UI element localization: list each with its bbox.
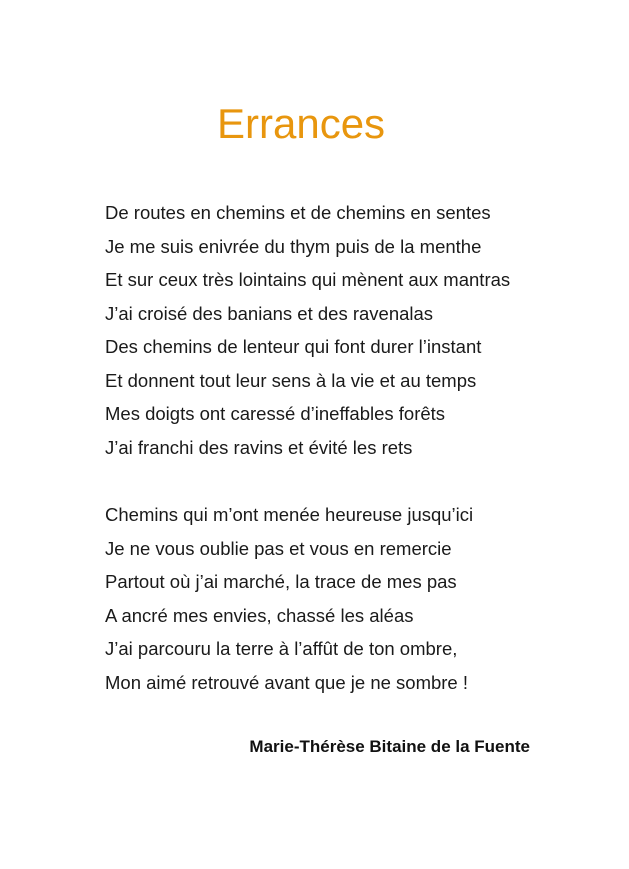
verse-line: Des chemins de lenteur qui font durer l’instant (105, 336, 482, 357)
verse-line: Je ne vous oublie pas et vous en remercie (105, 537, 452, 559)
verse-line: J’ai parcouru la terre à l’affût de ton ombre, (105, 638, 458, 659)
author-signature: Marie-Thérèse Bitaine de la Fuente (249, 737, 530, 756)
verse-line: Je me suis enivrée du thym puis de la menthe (105, 235, 482, 257)
stanza-2 (105, 498, 473, 699)
stanza-1 (105, 196, 510, 464)
verse-line: Mon aimé retrouvé avant que je ne sombre ! (105, 671, 468, 693)
poem-title: Errances (217, 100, 386, 147)
verse-line: Et donnent tout leur sens à la vie et au temps (105, 369, 477, 391)
verse-line: Mes doigts ont caressé d’ineffables forêts (105, 403, 446, 424)
verse-line: Chemins qui m’ont menée heureuse jusqu’ici (105, 504, 474, 525)
verse-line: J’ai croisé des banians et des ravenalas (105, 302, 434, 324)
verse-line: A ancré mes envies, chassé les aléas (105, 604, 414, 626)
verse-line: De routes en chemins et de chemins en sentes (105, 202, 491, 223)
verse-line: Et sur ceux très lointains qui mènent aux mantras (105, 269, 511, 290)
verse-line: Partout où j’ai marché, la trace de mes pas (105, 571, 457, 592)
verse-line: J’ai franchi des ravins et évité les rets (105, 436, 413, 458)
